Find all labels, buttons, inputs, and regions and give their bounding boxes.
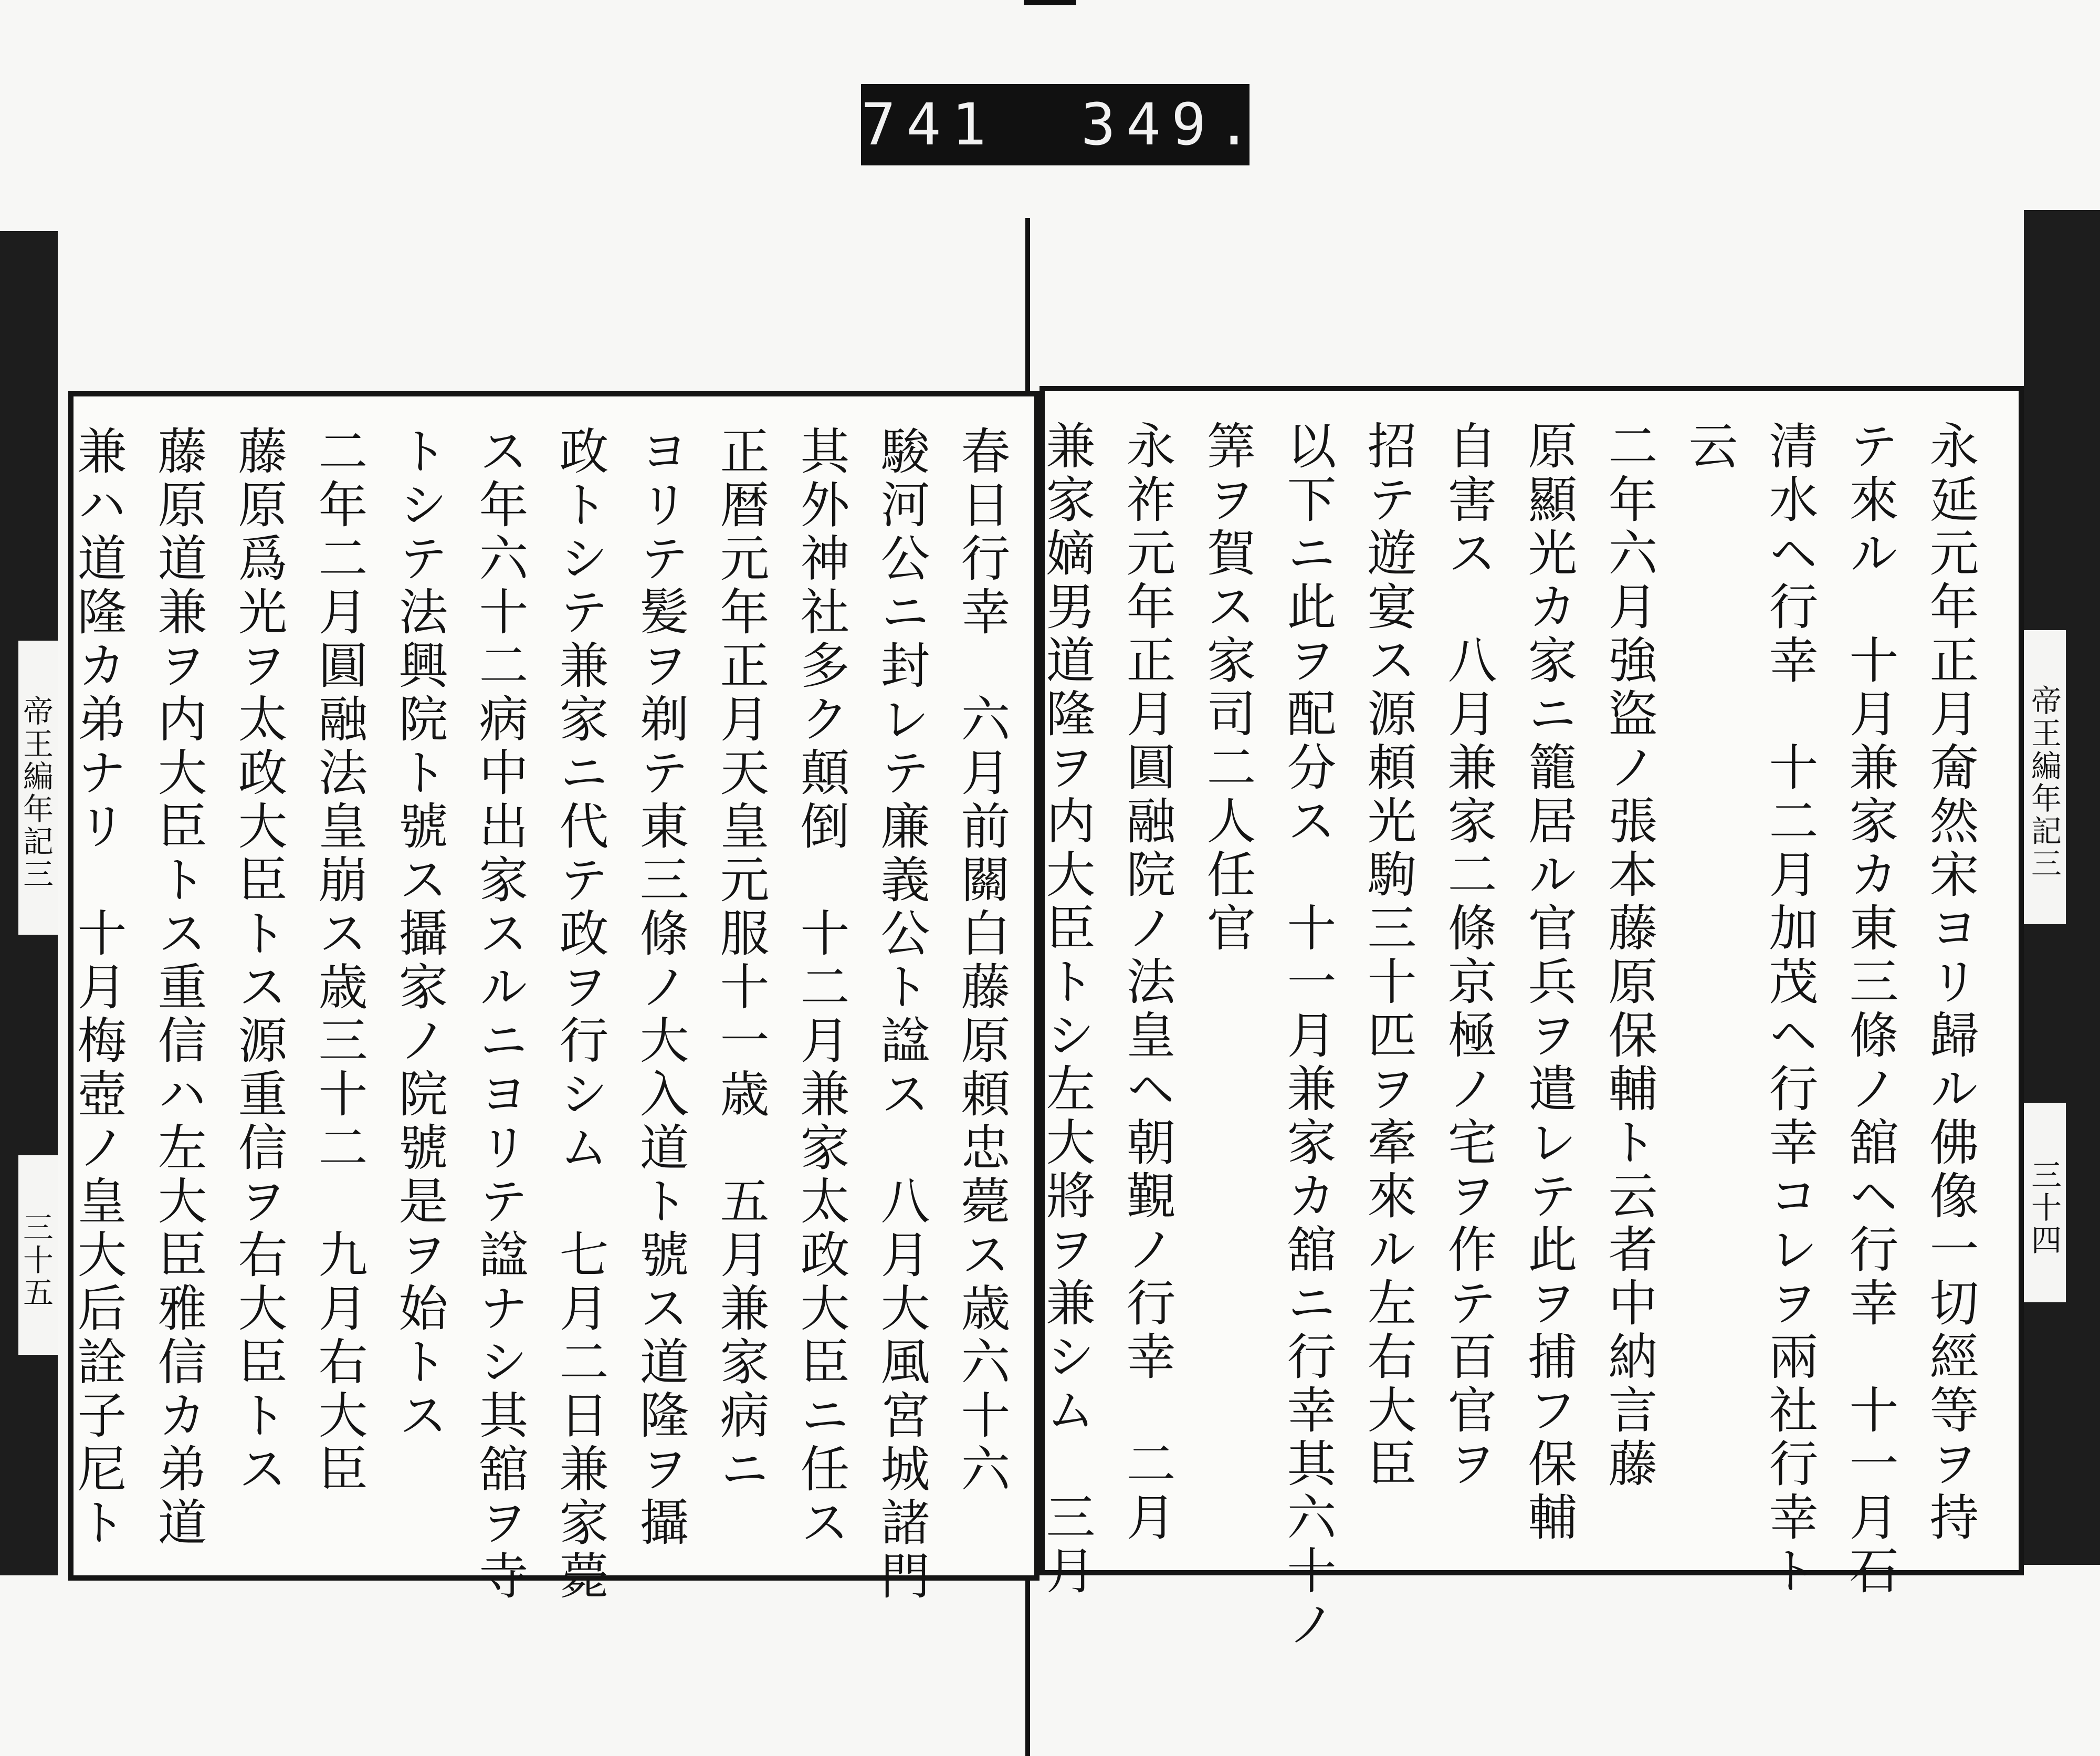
text-column: 自害ス 八月兼家二條京極ノ宅ヲ作テ百官ヲ [1439, 420, 1496, 1491]
text-column: ヨリテ髪ヲ剃テ東三條ノ大入道ト號ス道隆ヲ攝 [631, 425, 688, 1550]
left-page-text [69, 425, 1021, 1604]
catalog-number-left: 741 [861, 91, 997, 158]
text-column: 正暦元年正月天皇元服十一歳 五月兼家病ニ [711, 425, 769, 1497]
text-column: 以下ニ此ヲ配分ス 十一月兼家カ舘ニ行幸其六十ノ [1278, 420, 1336, 1652]
text-column: トシテ法興院ト號ス攝家ノ院號是ヲ始トス [390, 425, 447, 1443]
left-edge-title: 帝王編年記三 [18, 641, 58, 935]
text-column: 云 [1680, 420, 1737, 474]
text-column: 兼家嫡男道隆ヲ内大臣トシ左大將ヲ兼シム 三月 [1037, 420, 1095, 1598]
right-page-text [1037, 420, 1990, 1652]
text-column: 原顯光カ家ニ籠居ル官兵ヲ遣レテ此ヲ捕フ保輔 [1519, 420, 1577, 1545]
text-column: 藤原爲光ヲ太政大臣トス源重信ヲ右大臣トス [229, 425, 287, 1497]
text-column: 永祚元年正月圓融院ノ法皇ヘ朝覲ノ行幸 二月 [1118, 420, 1175, 1545]
text-column: 兼ハ道隆カ弟ナリ 十月梅壺ノ皇大后詮子尼ト [69, 425, 126, 1550]
text-column: 春日行幸 六月前關白藤原頼忠薨ス歳六十六 [952, 425, 1010, 1497]
text-column: 二年二月圓融法皇崩ス歳三十二 九月右大臣 [310, 425, 367, 1497]
text-column: 政トシテ兼家ニ代テ政ヲ行シム 七月二日兼家薨 [551, 425, 608, 1604]
left-edge-folio: 三十五 [18, 1155, 58, 1355]
top-edge-mark [1024, 0, 1076, 5]
text-column: 其外神社多ク顛倒 十二月兼家太政大臣ニ任ス [792, 425, 849, 1550]
left-page-edge [0, 231, 58, 1575]
text-column: 招テ遊宴ス源頼光駒三十匹ヲ牽來ル左右大臣 [1359, 420, 1416, 1491]
right-page-edge [2024, 210, 2100, 1565]
text-column: テ來ル 十月兼家カ東三條ノ舘ヘ行幸 十一月石 [1841, 420, 1898, 1598]
right-edge-title: 帝王編年記三 [2024, 630, 2066, 924]
text-column: 筭ヲ賀ス家司二人任官 [1198, 420, 1255, 956]
text-column: ス年六十二病中出家スルニヨリテ諡ナシ其舘ヲ寺 [470, 425, 528, 1604]
text-column: 永延元年正月奝然宋ヨリ歸ル佛像一切經等ヲ持 [1921, 420, 1978, 1545]
catalog-label-plate [861, 84, 1262, 165]
catalog-number-right: 349. [1080, 91, 1262, 158]
text-column: 二年六月強盜ノ張本藤原保輔ト云者中納言藤 [1600, 420, 1657, 1491]
text-column: 駿河公ニ封レテ廉義公ト諡ス 八月大風宮城諸門 [872, 425, 929, 1604]
right-edge-folio: 三十四 [2024, 1103, 2066, 1302]
text-column: 清水ヘ行幸 十二月加茂ヘ行幸コレヲ兩社行幸ト [1760, 420, 1818, 1598]
text-column: 藤原道兼ヲ内大臣トス重信ハ左大臣雅信カ弟道 [149, 425, 206, 1550]
